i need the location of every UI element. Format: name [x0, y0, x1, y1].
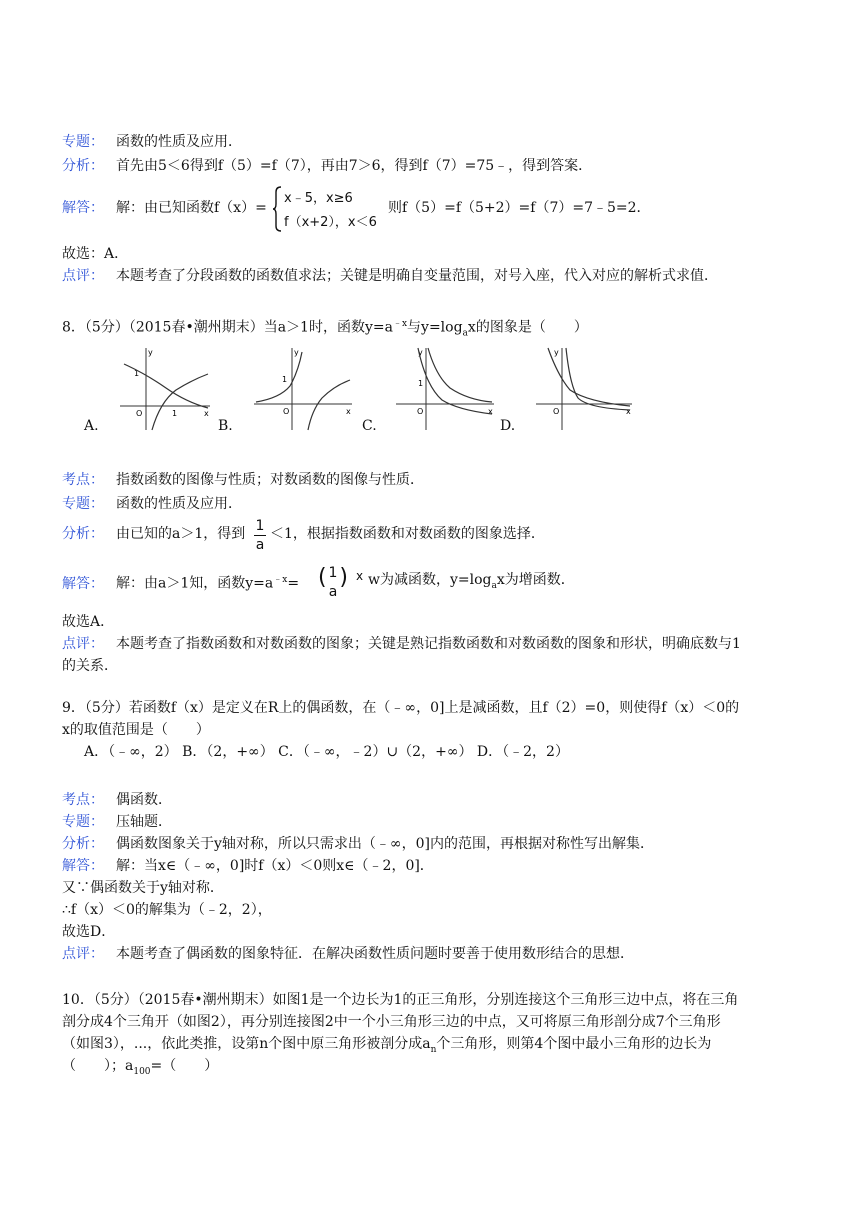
svg-text:y: y — [418, 348, 423, 357]
q7-comment-line — [62, 266, 718, 286]
topic-tag: 专题： — [62, 496, 104, 512]
analysis-tag: 分析： — [62, 526, 104, 542]
comment-tag: 点评： — [62, 268, 104, 284]
topic-text: 压轴题． — [116, 814, 172, 830]
svg-text:y: y — [148, 348, 153, 357]
svg-text:1: 1 — [172, 409, 178, 418]
q8-stem: 8．（5分）（2015春•潮州期末）当a＞1时，函数$y=a^{﹣x}$与$y=\log_ax$的图象是（ ） — [62, 319, 588, 339]
q10-stem-4: （ ）；$a_{100}=$（ ） — [62, 1058, 219, 1077]
kaodian-text: 偶函数． — [116, 792, 172, 808]
exponent-x: x — [356, 569, 364, 583]
svg-text:O: O — [553, 407, 560, 416]
q9-stem-2: x的取值范围是（ ） — [62, 722, 210, 738]
fraction-paren-one-over-a: ( 1 a ) — [318, 565, 348, 600]
comment-text: 本题考查了偶函数的图象特征．在解决函数性质问题时要善于使用数形结合的思想． — [116, 946, 634, 962]
topic-tag: 专题： — [62, 134, 104, 150]
topic-text: 函数的性质及应用． — [116, 496, 242, 512]
q9-options: A．（﹣∞，2） B．（2，+∞） C．（﹣∞，﹣2）∪（2，+∞） D．（﹣2，2） — [84, 744, 569, 760]
q9-answer-line — [62, 856, 434, 876]
q9-line-b: ∴f（x）＜0的解集为（﹣2，2）， — [62, 902, 272, 918]
svg-text:O: O — [283, 407, 290, 416]
q9-line-a: 又∵偶函数关于y轴对称． — [62, 880, 224, 896]
analysis-text: 偶函数图象关于y轴对称，所以只需求出（﹣∞，0]内的范围，再根据对称性写出解集． — [116, 836, 654, 852]
answer-tag: 解答： — [62, 575, 104, 592]
q8-answer-line: 解答： 解：由a＞1知，函数$y=a^{﹣x}=$ — [62, 575, 300, 592]
svg-text:1: 1 — [134, 369, 140, 378]
q9-choice: 故选D． — [62, 924, 116, 940]
kaodian-tag: 考点： — [62, 792, 104, 808]
kaodian-tag: 考点： — [62, 472, 104, 488]
graph-option-b — [250, 346, 354, 432]
svg-text:y: y — [294, 348, 299, 357]
svg-text:x: x — [488, 407, 493, 416]
q9-comment-line — [62, 944, 634, 964]
analysis-tag: 分析： — [62, 158, 104, 174]
left-brace-icon — [272, 186, 282, 232]
answer-text: 解：当x∈（﹣∞，0]时f（x）＜0则x∈（﹣2，0]． — [116, 858, 434, 874]
comment-tag: 点评： — [62, 946, 104, 962]
analysis-text: 由已知的a＞1，得到 — [116, 526, 246, 542]
q9-kaodian-line — [62, 790, 172, 810]
piecewise-function — [272, 186, 384, 232]
option-c-label: C. — [362, 418, 377, 434]
q7-topic-line — [62, 132, 242, 152]
option-d-label: D. — [500, 418, 516, 434]
q8-analysis-post: ＜1，根据指数函数和对数函数的图象选择． — [270, 526, 545, 542]
svg-text:O: O — [417, 407, 424, 416]
svg-text:y: y — [554, 348, 559, 357]
comment-text: 本题考查了分段函数的函数值求法；关键是明确自变量范围，对号入座，代入对应的解析式求值． — [116, 268, 718, 284]
kaodian-text: 指数函数的图像与性质；对数函数的图像与性质． — [116, 472, 424, 488]
svg-text:1: 1 — [418, 379, 424, 388]
svg-text:x: x — [346, 407, 351, 416]
graph-option-a — [116, 346, 212, 432]
option-a-label: A. — [84, 418, 99, 434]
fraction-one-over-a: 1 a — [255, 518, 265, 553]
svg-text:O: O — [136, 409, 143, 418]
comment-text: 本题考查了指数函数和对数函数的图象；关键是熟记指数函数和对数函数的图象和形状，明确底数与1 — [116, 636, 741, 652]
q8-choice: 故选A． — [62, 614, 115, 630]
svg-text:x: x — [626, 407, 631, 416]
option-b-label: B. — [218, 418, 233, 434]
q8-kaodian-line — [62, 470, 424, 490]
q10-stem-2: 剖分成4个三角开（如图2），再分别连接图2中一个小三角形三边的中点，又可将原三角形剖分成7个三角形 — [62, 1014, 721, 1030]
q7-answer-post: 则f（5）=f（5+2）=f（7）=7﹣5=2． — [388, 200, 651, 216]
q10-stem-1: 10．（5分）（2015春•潮州期末）如图1是一个边长为1的正三角形，分别连接这个三角形三边中点，将在三角 — [62, 992, 739, 1008]
graph-option-c — [392, 346, 496, 432]
q7-analysis-line — [62, 156, 592, 176]
q8-comment-line-2: 的关系． — [62, 658, 118, 674]
topic-tag: 专题： — [62, 814, 104, 830]
q8-comment-line — [62, 634, 741, 654]
answer-text: 解：由已知函数f（x）= — [116, 200, 267, 216]
q8-answer-post: w为减函数，$y=\log_ax$为增函数． — [368, 572, 575, 591]
svg-text:x: x — [204, 409, 209, 418]
piece-2: f（x+2），x＜6 — [284, 215, 377, 230]
q7-choice: 故选：A． — [62, 246, 129, 262]
comment-tag: 点评： — [62, 636, 104, 652]
q9-analysis-line — [62, 834, 654, 854]
answer-tag: 解答： — [62, 200, 104, 216]
analysis-text: 首先由5＜6得到f（5）=f（7），再由7＞6，得到f（7）=75﹣，得到答案． — [116, 158, 593, 174]
answer-tag: 解答： — [62, 858, 104, 874]
q9-topic-line — [62, 812, 172, 832]
q10-stem-3: （如图3），...，依此类推，设第n个图中原三角形被剖分成$a_n$个三角形，则第4个图中最小三角形的边长为 — [62, 1036, 712, 1055]
graph-option-d — [532, 346, 634, 432]
piece-1: x﹣5，x≥6 — [284, 191, 353, 206]
q9-stem-1: 9．（5分）若函数f（x）是定义在R上的偶函数，在（﹣∞，0]上是减函数，且f（2）=0，则使得f（x）＜0的 — [62, 700, 740, 716]
q7-answer-line — [62, 198, 267, 218]
analysis-tag: 分析： — [62, 836, 104, 852]
q8-topic-line — [62, 494, 242, 514]
svg-text:1: 1 — [282, 375, 288, 384]
q8-analysis-line — [62, 524, 245, 544]
topic-text: 函数的性质及应用． — [116, 134, 242, 150]
